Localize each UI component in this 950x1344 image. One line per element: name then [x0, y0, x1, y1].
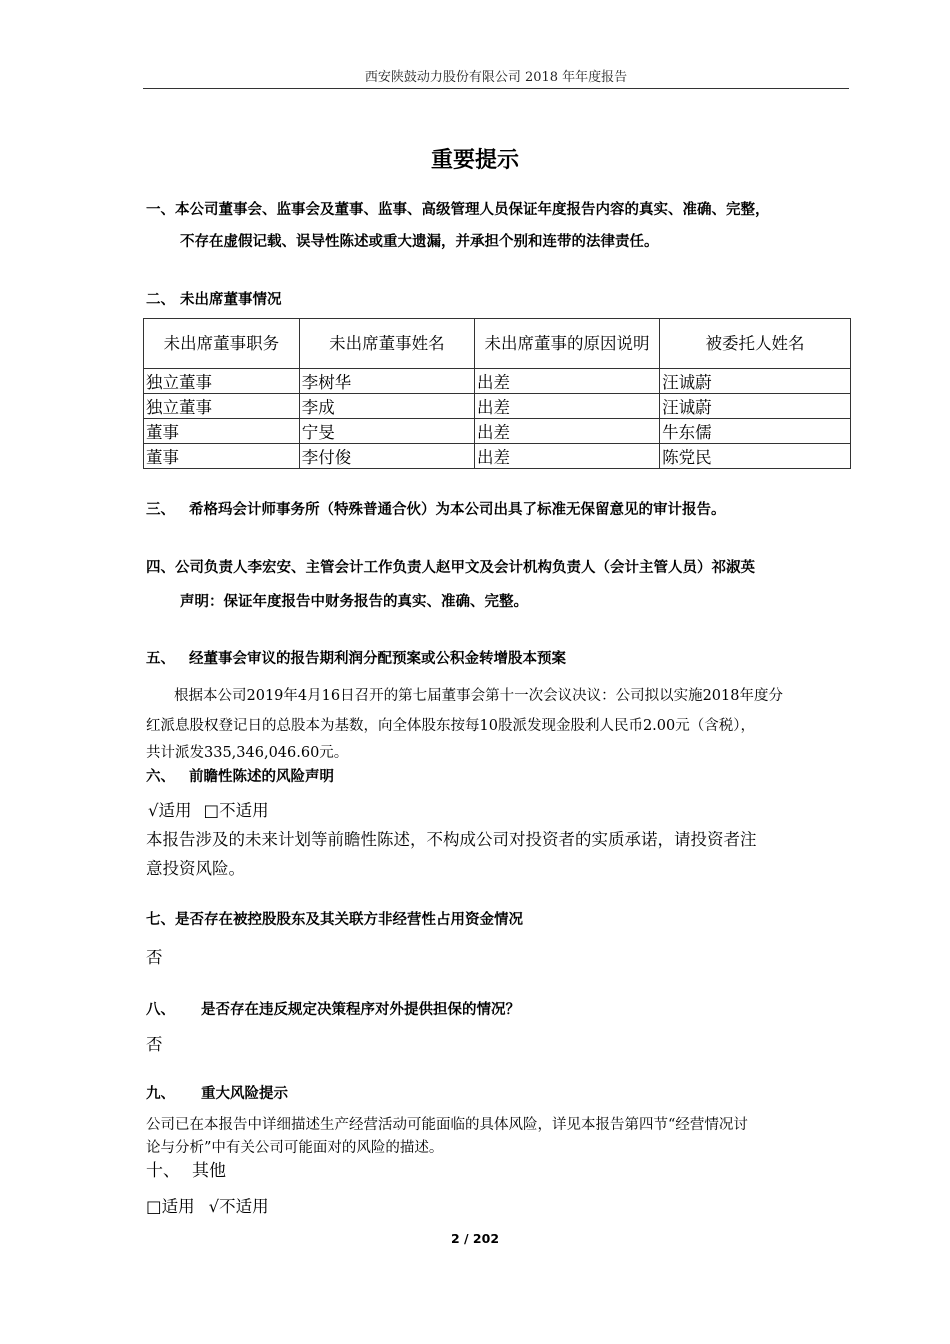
table-cell: 独立董事 [144, 369, 300, 394]
section-1 [146, 198, 770, 219]
section-9-line2: 论与分析”中有关公司可能面对的风险的描述。 [146, 1140, 444, 1156]
section-6-number: 六、 [146, 769, 175, 785]
table-header-cell: 被委托人姓名 [660, 319, 851, 369]
section-6-title: 前瞻性陈述的风险声明 [189, 769, 334, 785]
table-row [144, 369, 851, 394]
section-8-answer: 否 [146, 1035, 163, 1054]
section-8-title: 是否存在违反规定决策程序对外提供担保的情况？ [201, 1002, 520, 1018]
page-number: 2 / 202 [450, 1231, 500, 1246]
section-4-line2: 声明：保证年度报告中财务报告的真实、准确、完整。 [180, 594, 528, 610]
section-5-line3: 共计派发335,346,046.60元。 [146, 745, 349, 761]
section-3-text: 希格玛会计师事务所（特殊普通合伙）为本公司出具了标准无保留意见的审计报告。 [189, 502, 726, 518]
table-cell: 牛东儒 [660, 419, 851, 444]
section-1-line1: 本公司董事会、监事会及董事、监事、高级管理人员保证年度报告内容的真实、准确、完整， [175, 202, 770, 218]
absent-directors-table [143, 318, 851, 469]
section-6-heading [146, 765, 334, 786]
table-cell: 宁旻 [299, 419, 474, 444]
table-header-cell: 未出席董事职务 [144, 319, 300, 369]
section-3-number: 三、 [146, 502, 175, 518]
table-cell: 董事 [144, 444, 300, 469]
table-cell: 陈党民 [660, 444, 851, 469]
section-8-heading [146, 998, 520, 1019]
section-9-number: 九、 [146, 1086, 175, 1102]
section-1-line2: 不存在虚假记载、误导性陈述或重大遗漏，并承担个别和连带的法律责任。 [180, 234, 659, 250]
page-header: 西安陕鼓动力股份有限公司 2018 年年度报告 [364, 70, 628, 85]
section-6-line1: 本报告涉及的未来计划等前瞻性陈述，不构成公司对投资者的实质承诺，请投资者注 [146, 830, 757, 849]
section-5-number: 五、 [146, 651, 175, 667]
table-cell: 李成 [299, 394, 474, 419]
section-5-line1: 根据本公司2019年4月16日召开的第七届董事会第十一次会议决议：公司拟以实施2018年度分 [174, 688, 783, 704]
section-3 [146, 498, 726, 519]
section-10-options [146, 1193, 269, 1217]
section-4 [146, 556, 755, 577]
section-9-heading [146, 1082, 288, 1103]
table-cell: 独立董事 [144, 394, 300, 419]
table-header-cell: 未出席董事姓名 [299, 319, 474, 369]
section-7-answer: 否 [146, 948, 163, 967]
table-cell: 出差 [475, 394, 660, 419]
table-cell: 出差 [475, 369, 660, 394]
section-6-line2: 意投资风险。 [146, 859, 245, 878]
section-5-line2: 红派息股权登记日的总股本为基数，向全体股东按每10股派发现金股利人民币2.00元（含税）， [146, 718, 755, 734]
section-5-title: 经董事会审议的报告期利润分配预案或公积金转增股本预案 [189, 651, 566, 667]
table-cell: 李树华 [299, 369, 474, 394]
not-applicable-option: □不适用 [203, 801, 269, 820]
section-6-options [148, 797, 269, 821]
table-cell: 汪诚蔚 [660, 394, 851, 419]
section-2-heading: 二、 未出席董事情况 [146, 292, 282, 308]
table-header-cell: 未出席董事的原因说明 [475, 319, 660, 369]
not-applicable-checked-option: √不适用 [208, 1197, 269, 1216]
section-7-heading: 七、是否存在被控股股东及其关联方非经营性占用资金情况 [146, 912, 523, 928]
table-row [144, 444, 851, 469]
table-header-row [144, 319, 851, 369]
section-5-heading [146, 647, 566, 668]
section-10-title: 其他 [192, 1161, 226, 1181]
section-1-number: 一、 [146, 202, 175, 218]
section-10-heading [146, 1156, 226, 1181]
section-4-line1: 公司负责人李宏安、主管会计工作负责人赵甲文及会计机构负责人（会计主管人员）祁淑英 [175, 560, 755, 576]
page-title: 重要提示 [430, 148, 519, 173]
section-8-number: 八、 [146, 1002, 175, 1018]
section-10-number: 十、 [146, 1161, 180, 1181]
section-4-number: 四、 [146, 560, 175, 576]
table-cell: 李付俊 [299, 444, 474, 469]
table-cell: 董事 [144, 419, 300, 444]
table-cell: 出差 [475, 419, 660, 444]
applicable-option: □适用 [146, 1197, 195, 1216]
section-9-line1: 公司已在本报告中详细描述生产经营活动可能面临的具体风险，详见本报告第四节“经营情况讨 [146, 1117, 748, 1133]
header-divider [143, 88, 849, 89]
table-cell: 出差 [475, 444, 660, 469]
table-row [144, 419, 851, 444]
table-cell: 汪诚蔚 [660, 369, 851, 394]
applicable-checked-option: √适用 [148, 801, 192, 820]
table-row [144, 394, 851, 419]
section-9-title: 重大风险提示 [201, 1086, 288, 1102]
